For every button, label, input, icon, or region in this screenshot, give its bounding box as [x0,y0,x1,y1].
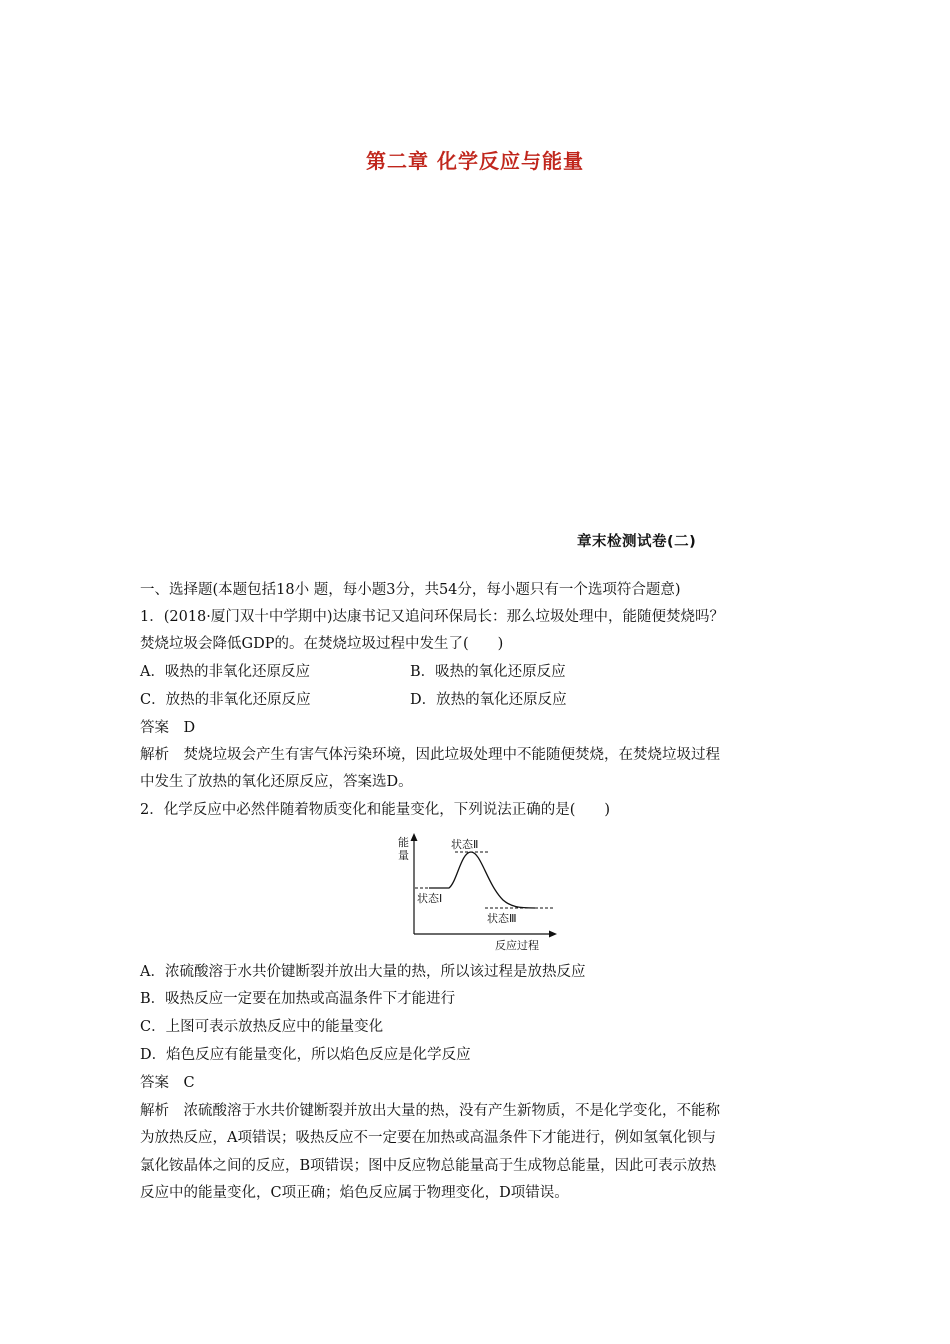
x-label: 反应过程 [495,939,539,952]
q2-analysis-line1: 解析 浓硫酸溶于水共价键断裂并放出大量的热，没有产生新物质，不是化学变化，不能称 [140,1103,720,1119]
y-label-2: 量 [398,849,409,862]
q1-analysis-line1: 解析 焚烧垃圾会产生有害气体污染环境，因此垃圾处理中不能随便焚烧，在焚烧垃圾过程 [140,747,720,763]
section-heading: 一、选择题(本题包括18小 题，每小题3分，共54分，每小题只有一个选项符合题意) [140,582,681,598]
q1-stem-line1: 1．(2018·厦门双十中学期中)达康书记又追问环保局长：那么垃圾处理中，能随便焚烧吗？ [140,609,725,625]
q2-answer: 答案 C [140,1075,195,1091]
chapter-title: 第二章 化学反应与能量 [366,149,584,173]
q1-stem-line2: 焚烧垃圾会降低GDP的。在焚烧垃圾过程中发生了( ) [140,636,504,652]
q2-analysis-line2: 为放热反应，A项错误；吸热反应不一定要在加热或高温条件下才能进行，例如氢氧化钡与 [140,1130,716,1146]
energy-diagram [385,830,565,955]
q1-option-c: C．放热的非氧化还原反应 [140,692,311,708]
test-subtitle: 章末检测试卷(二) [577,534,697,550]
x-axis-arrow [549,931,557,938]
state3-label: 状态Ⅲ [487,912,517,925]
state2-label: 状态Ⅱ [451,838,479,851]
q2-analysis-line3: 氯化铵晶体之间的反应，B项错误；图中反应物总能量高于生成物总能量，因此可表示放热 [140,1158,717,1174]
q2-stem: 2．化学反应中必然伴随着物质变化和能量变化，下列说法正确的是( ) [140,802,611,818]
q1-option-a: A．吸热的非氧化还原反应 [140,664,310,680]
q1-option-d: D．放热的氧化还原反应 [410,692,567,708]
state1-label: 状态Ⅰ [417,892,443,905]
q2-analysis-line4: 反应中的能量变化，C项正确；焰色反应属于物理变化，D项错误。 [140,1185,569,1201]
y-label-1: 能 [398,836,409,849]
q2-option-c: C．上图可表示放热反应中的能量变化 [140,1019,384,1035]
energy-curve [429,852,535,908]
q2-option-a: A．浓硫酸溶于水共价键断裂并放出大量的热，所以该过程是放热反应 [140,964,586,980]
q1-answer: 答案 D [140,720,196,736]
q2-option-d: D．焰色反应有能量变化，所以焰色反应是化学反应 [140,1047,471,1063]
q1-option-b: B．吸热的氧化还原反应 [410,664,566,680]
q1-analysis-line2: 中发生了放热的氧化还原反应，答案选D。 [140,774,413,790]
y-axis-arrow [411,833,418,841]
q2-option-b: B．吸热反应一定要在加热或高温条件下才能进行 [140,991,456,1007]
